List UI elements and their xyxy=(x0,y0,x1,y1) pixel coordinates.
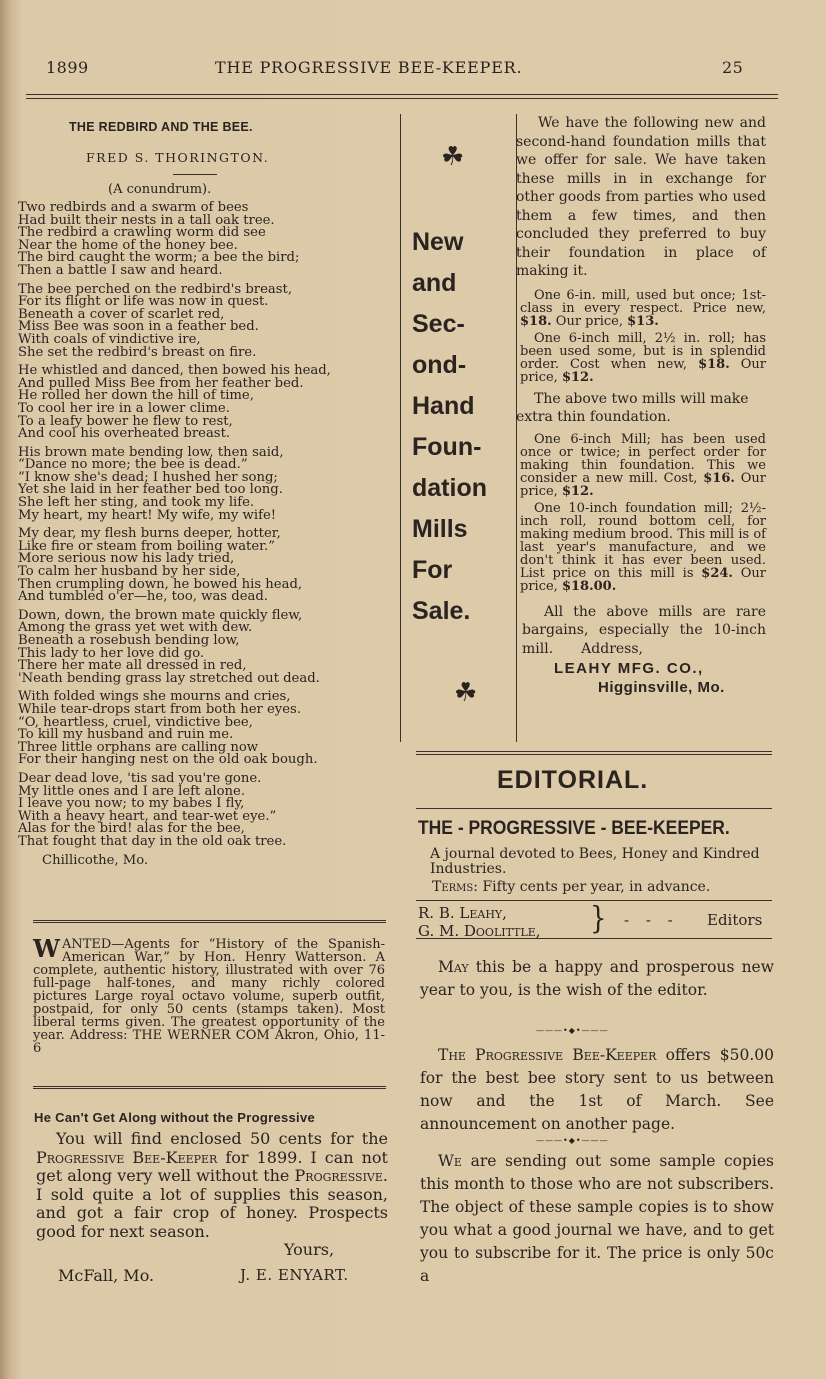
price: $12. xyxy=(561,369,594,385)
mills-intro: We have the following new and second-hand foundation mills that we offer for sale. We have taken these mills in in exchange for other goods from parties who used them a few times, and then concluded they preferred to buy their foundation in place of making it. xyxy=(516,115,766,279)
para-text: are sending out some sample copies this month to those who are not subscribers. The object of these sample copies is to show you what a good journal we have, and to get you to subscribe for it. The price is only 50c a xyxy=(420,1152,774,1285)
poem-line: And cool his overheated breast. xyxy=(18,426,231,442)
poem-line: Then crumpling down, he bowed his head, xyxy=(18,576,303,592)
mill-item xyxy=(516,502,766,593)
testimonial-place: McFall, Mo. xyxy=(58,1266,155,1285)
price: $24. xyxy=(701,565,733,581)
poem-line: Among the grass yet wet with dew. xyxy=(18,620,253,636)
journal-masthead: THE - PROGRESSIVE - BEE-KEEPER. xyxy=(418,818,730,839)
header-rule-2 xyxy=(26,98,778,99)
editor-name: G. M. Doolittle, xyxy=(418,922,541,940)
editor-name: R. B. Leahy, xyxy=(418,904,507,922)
mills-closing xyxy=(516,603,766,659)
editorial-para-2 xyxy=(420,1044,774,1136)
header-page-number: 25 xyxy=(722,58,744,77)
poem-line: Near the home of the honey bee. xyxy=(18,237,238,253)
para-text: this be a happy and prosperous new year to you, is the wish of the editor. xyxy=(420,958,774,999)
poem-line: He rolled her down the hill of time, xyxy=(18,388,254,404)
testimonial-text: . I sold quite a lot of supplies this season, and got a fair crop of honey. Prospects good for next season. xyxy=(36,1166,388,1241)
poem-line: She set the redbird's breast on fire. xyxy=(18,344,257,360)
headline-word: ond- xyxy=(412,351,467,379)
poem-line: “Dance no more; the bee is dead.” xyxy=(18,457,248,473)
price: $12. xyxy=(561,483,594,499)
mills-text xyxy=(516,114,766,696)
poem-line: While tear-drops start from both her eyes. xyxy=(18,701,302,717)
drop-cap: W xyxy=(33,934,60,963)
author-rule xyxy=(173,174,217,175)
headline-word: For xyxy=(412,556,453,584)
wanted-ad xyxy=(33,934,385,1056)
lead: We xyxy=(438,1152,462,1170)
poem-body xyxy=(18,202,388,867)
poem-line: More serious now his lady tried, xyxy=(18,551,235,567)
poem-author: FRED S. THORINGTON. xyxy=(86,150,270,165)
ornament-divider: ———•◆•——— xyxy=(536,1136,609,1145)
testimonial-body xyxy=(36,1130,388,1241)
stanza xyxy=(18,365,388,441)
company-name: LEAHY MFG. CO., xyxy=(554,660,704,677)
mill-item xyxy=(516,289,766,328)
stanza xyxy=(18,770,388,849)
poem-line: Two redbirds and a swarm of bees xyxy=(18,200,249,215)
poem-line: There her mate all dressed in red, xyxy=(18,658,247,674)
mill-text: One 6-inch mill, 2½ in. roll; has been used some, but is in splendid order. Cost when new, xyxy=(520,330,766,372)
poem-place: Chillicothe, Mo. xyxy=(42,852,149,868)
para-text: offers $50.00 for the best bee story sent to us between now and the 1st of March. See announcement on another page. xyxy=(420,1046,774,1133)
editorial-para-3 xyxy=(420,1150,774,1288)
headline-word: Mills xyxy=(412,515,468,543)
headline-word: New xyxy=(412,228,464,256)
poem-line: That fought that day in the old oak tree. xyxy=(18,833,287,849)
brace: } xyxy=(590,901,607,937)
poem-line: “O, heartless, cruel, vindictive bee, xyxy=(18,714,253,730)
mills-headline xyxy=(412,222,487,632)
poem-line: She left her sting, and took my life. xyxy=(18,495,255,511)
terms-label: Terms: xyxy=(432,879,483,895)
mill-text: Our price, xyxy=(520,356,766,385)
poem-line: With a heavy heart, and tear-wet eye.” xyxy=(18,808,277,824)
poem-line: Yet she laid in her feather bed too long. xyxy=(18,482,283,498)
mill-text: One 6-in. mill, used but once; 1st-class in every respect. Price new, xyxy=(520,287,766,316)
poem-line: To a leafy bower he flew to rest, xyxy=(18,413,233,429)
stanza xyxy=(18,691,388,767)
testimonial-text: for 1899. I can not get along very well without the xyxy=(36,1147,388,1185)
journal-tagline: A journal devoted to Bees, Honey and Kindred Industries. xyxy=(430,846,760,877)
testimonial-signature: J. E. ENYART. xyxy=(240,1266,349,1284)
stanza xyxy=(18,528,388,604)
poem-title: THE REDBIRD AND THE BEE. xyxy=(69,120,253,134)
poem-line: For their hanging nest on the old oak bough. xyxy=(18,752,318,768)
poem-line: And pulled Miss Bee from her feather bed. xyxy=(18,375,304,391)
mill-text: Our price, xyxy=(520,565,766,594)
mill-text: Our price, xyxy=(520,470,766,499)
poem-line: Beneath a cover of scarlet red, xyxy=(18,306,225,322)
poem-line: With folded wings she mourns and cries, xyxy=(18,689,291,705)
mill-text: One 6-inch Mill; has been used once or twice; in perfect order for making thin foundation. This we consider a new mill. Cost, xyxy=(520,431,766,486)
poem-line: The redbird a crawling worm did see xyxy=(18,225,266,241)
mill-text: One 10-inch foundation mill; 2½-inch roll, round bottom cell, for making medium brood. This mill is of last year's manufacture, and we don't think it has ever been used. List price on this mill is xyxy=(520,500,766,581)
poem-line: To kill my husband and ruin me. xyxy=(18,727,234,743)
editorial-heading: EDITORIAL. xyxy=(497,766,649,794)
address-label: Address, xyxy=(581,640,644,657)
wanted-text: ANTED—Agents for “History of the Spanish-American War,” by Hon. Henry Watterson. A complete, authentic history, illustrated with over 76 full-page half-tones, and many richly colored pictures Large royal octavo volume, superb outfit, postpaid, for only 50 cents (stamps taken). Most liberal terms given. The greatest opportunity of the year. Address: THE WERNER COM Akron, Ohio, 11-6 xyxy=(33,937,385,1056)
closing-text: All the above mills are rare bargains, especially the 10-inch mill. xyxy=(522,603,766,657)
header-year: 1899 xyxy=(46,58,89,77)
poem-line: Dear dead love, 'tis sad you're gone. xyxy=(18,770,262,786)
clover-icon: ☘ xyxy=(441,142,465,172)
price: $13. xyxy=(627,313,659,329)
price: $18.00. xyxy=(561,578,617,594)
lead: The Progressive Bee-Keeper xyxy=(438,1046,657,1064)
testimonial-yours: Yours, xyxy=(284,1240,335,1259)
poem-line: Like fire or steam from boiling water.” xyxy=(18,538,275,554)
poem-line: Had built their nests in a tall oak tree. xyxy=(18,212,275,228)
poem-line: Then a battle I saw and heard. xyxy=(18,262,223,278)
poem-line: I leave you now; to my babes I fly, xyxy=(18,796,245,812)
poem-line: My dear, my flesh burns deeper, hotter, xyxy=(18,526,281,542)
journal-name: Progressive Bee-Keeper xyxy=(36,1147,218,1167)
stanza xyxy=(18,281,388,360)
testimonial-title: He Can't Get Along without the Progressive xyxy=(34,1110,316,1125)
editorial-subrule xyxy=(416,808,772,809)
poem-line: My little ones and I are left alone. xyxy=(18,783,246,799)
header-title: THE PROGRESSIVE BEE-KEEPER. xyxy=(215,58,523,77)
headline-word: and xyxy=(412,269,457,297)
editors-names xyxy=(418,904,541,940)
editorial-para-1 xyxy=(420,956,774,1002)
clover-icon: ☘ xyxy=(454,678,478,708)
poem-subtitle: (A conundrum). xyxy=(108,182,212,197)
poem-line: The bee perched on the redbird's breast, xyxy=(18,281,293,297)
poem-line: Beneath a rosebush bending low, xyxy=(18,633,240,648)
poem-line: Alas for the bird! alas for the bee, xyxy=(18,821,245,837)
company-location: Higginsville, Mo. xyxy=(598,679,725,696)
headline-word: Sale. xyxy=(412,597,471,625)
header-rule xyxy=(26,94,778,95)
section-divider xyxy=(33,920,386,923)
poem-line: Miss Bee was soon in a feather bed. xyxy=(18,319,259,335)
poem-line: His brown mate bending low, then said, xyxy=(18,444,284,460)
stanza xyxy=(18,444,388,523)
poem-line: He whistled and danced, then bowed his head, xyxy=(18,363,331,379)
editors-dashes: - - - xyxy=(624,911,679,929)
headline-word: dation xyxy=(412,474,487,502)
lead: May xyxy=(438,958,469,976)
poem-line: Three little orphans are calling now xyxy=(18,739,259,755)
poem-line: With coals of vindictive ire, xyxy=(18,331,201,347)
poem-line: And tumbled o'er—he, too, was dead. xyxy=(18,589,269,605)
headline-word: Sec- xyxy=(412,310,465,338)
poem-line: The bird caught the worm; a bee the bird; xyxy=(18,250,300,266)
ornament-divider: ———•◆•——— xyxy=(536,1026,609,1035)
poem-line: My heart, my heart! My wife, my wife! xyxy=(18,507,277,523)
poem-line: To cool her ire in a lower clime. xyxy=(18,400,230,416)
ad-left-border xyxy=(400,114,401,742)
section-divider-2 xyxy=(33,1086,386,1089)
journal-name: Progressive xyxy=(294,1166,383,1185)
poem-line: Down, down, the brown mate quickly flew, xyxy=(18,607,303,623)
journal-terms xyxy=(432,879,710,895)
mills-thin-note: The above two mills will make extra thin foundation. xyxy=(516,390,749,425)
editors-label: Editors xyxy=(707,911,763,929)
testimonial-text: You will find enclosed 50 cents for the xyxy=(56,1129,388,1148)
headline-word: Hand xyxy=(412,392,475,420)
terms-text: Fifty cents per year, in advance. xyxy=(482,879,711,895)
editors-rule-2 xyxy=(416,938,772,939)
mill-item xyxy=(516,433,766,498)
poem-line: For its flight or life was now in quest. xyxy=(18,294,269,310)
price: $18. xyxy=(520,313,552,329)
headline-word: Foun- xyxy=(412,433,482,461)
poem-line: “I know she's dead; I hushed her song; xyxy=(18,469,278,485)
mill-item xyxy=(516,332,766,384)
stanza xyxy=(18,607,388,686)
editorial-rule xyxy=(416,751,772,755)
mill-text: Our price, xyxy=(551,313,628,329)
price: $18. xyxy=(698,356,730,372)
poem-line: To calm her husband by her side, xyxy=(18,564,241,580)
poem-line: 'Neath bending grass lay stretched out dead. xyxy=(18,670,320,686)
price: $16. xyxy=(703,470,735,486)
poem-line: This lady to her love did go. xyxy=(18,645,205,661)
stanza xyxy=(18,202,388,278)
